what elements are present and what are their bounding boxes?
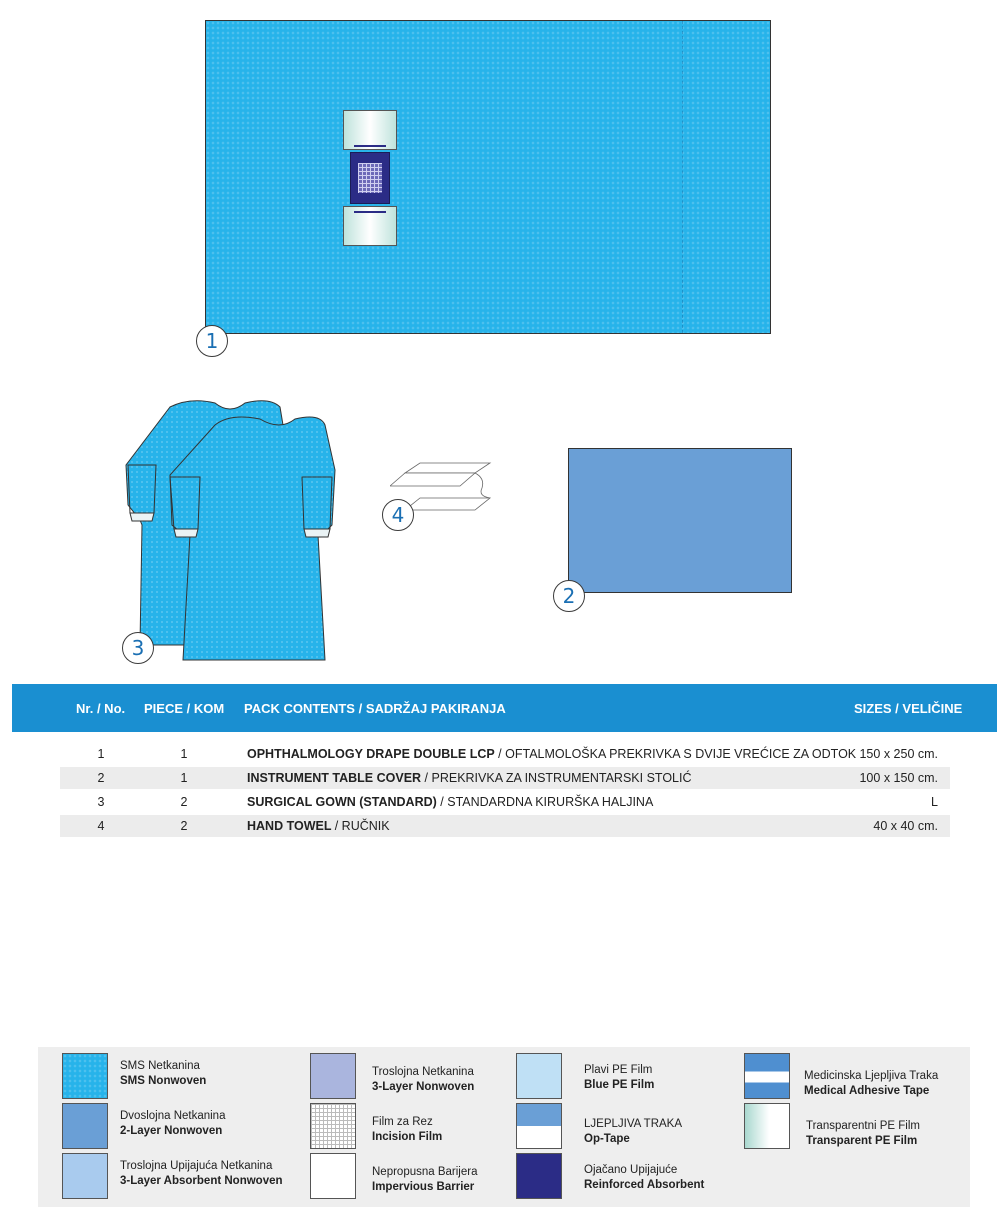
item-number-1: 1: [196, 325, 228, 357]
row-desc: [247, 819, 390, 833]
row-piece: 2: [180, 795, 188, 809]
row-name: OPHTHALMOLOGY DRAPE DOUBLE LCP: [247, 747, 495, 761]
legend-item: Film za Rez Incision Film: [372, 1116, 443, 1143]
material-legend: [38, 1047, 970, 1207]
row-name: HAND TOWEL: [247, 819, 335, 833]
item-number-3: 3: [122, 632, 154, 664]
row-desc: [247, 795, 653, 809]
row-translation: / RUČNIK: [334, 819, 390, 833]
incision-film: [358, 163, 382, 193]
row-desc: [247, 771, 692, 785]
row-nr: 2: [97, 771, 105, 785]
row-translation: / PREKRIVKA ZA INSTRUMENTARSKI STOLIĆ: [424, 771, 692, 785]
instrument-table-cover-illustration: [568, 448, 792, 593]
header-nr: Nr. / No.: [76, 701, 126, 716]
row-nr: 1: [97, 747, 105, 761]
item-number-4: 4: [382, 499, 414, 531]
legend-item: Ojačano Upijajuće Reinforced Absorbent: [584, 1164, 705, 1191]
row-piece: 1: [180, 771, 188, 785]
legend-item: Troslojna Netkanina 3-Layer Nonwoven: [372, 1066, 475, 1093]
header-piece: PIECE / KOM: [144, 701, 225, 716]
lower-drainage-pouch: [343, 206, 397, 246]
swatch-incision-film: [310, 1103, 356, 1149]
swatch-blue-pe-film: [516, 1053, 562, 1099]
row-size: 40 x 40 cm.: [873, 819, 938, 833]
legend-item: Nepropusna Barijera Impervious Barrier: [372, 1166, 478, 1193]
table-row: [60, 791, 950, 813]
table-row: [60, 815, 950, 837]
surgical-gown-illustration: [120, 395, 340, 665]
ophthalmology-drape-illustration: [205, 20, 771, 334]
row-piece: 1: [180, 747, 188, 761]
swatch-reinforced-absorbent: [516, 1153, 562, 1199]
header-sizes: SIZES / VELIČINE: [854, 701, 963, 716]
swatch-3-layer-absorbent: [62, 1153, 108, 1199]
gown-front: [170, 417, 335, 660]
row-piece: 2: [180, 819, 188, 833]
swatch-3-layer-nonwoven: [310, 1053, 356, 1099]
header-contents: PACK CONTENTS / SADRŽAJ PAKIRANJA: [244, 701, 506, 716]
drape-fold-line: [682, 21, 684, 333]
incision-reinforced-area: [350, 152, 390, 204]
row-nr: 3: [97, 795, 105, 809]
table-row: [60, 743, 950, 765]
row-size: L: [931, 795, 938, 809]
swatch-op-tape: [516, 1103, 562, 1149]
upper-drainage-pouch: [343, 110, 397, 150]
legend-item: Dvoslojna Netkanina 2-Layer Nonwoven: [120, 1110, 226, 1137]
swatch-transparent-pe-film: [744, 1103, 790, 1149]
table-row: [60, 767, 950, 789]
swatch-sms-nonwoven: [62, 1053, 108, 1099]
row-name: INSTRUMENT TABLE COVER: [247, 771, 425, 785]
legend-item: LJEPLJIVA TRAKA Op-Tape: [584, 1118, 683, 1145]
swatch-impervious-barrier: [310, 1153, 356, 1199]
legend-item: Troslojna Upijajuća Netkanina 3-Layer Absorbent Nonwoven: [120, 1160, 283, 1187]
legend-item: Plavi PE Film Blue PE Film: [584, 1064, 655, 1091]
item-number-2: 2: [553, 580, 585, 612]
legend-item: Medicinska Ljepljiva Traka Medical Adhesive Tape: [804, 1070, 939, 1097]
legend-item: SMS Netkanina SMS Nonwoven: [120, 1060, 207, 1087]
row-translation: / STANDARDNA KIRURŠKA HALJINA: [436, 795, 654, 809]
swatch-2-layer-nonwoven: [62, 1103, 108, 1149]
row-name: SURGICAL GOWN (STANDARD): [247, 795, 437, 809]
row-size: 150 x 250 cm.: [859, 747, 938, 761]
legend-item: Transparentni PE Film Transparent PE Film: [806, 1120, 920, 1147]
row-translation: / OFTALMOLOŠKA PREKRIVKA S DVIJE VREĆICE ZA ODTOK: [494, 747, 857, 761]
row-size: 100 x 150 cm.: [859, 771, 938, 785]
row-desc: [247, 747, 856, 761]
table-header: [12, 684, 997, 732]
swatch-medical-adhesive-tape: [744, 1053, 790, 1099]
row-nr: 4: [97, 819, 105, 833]
